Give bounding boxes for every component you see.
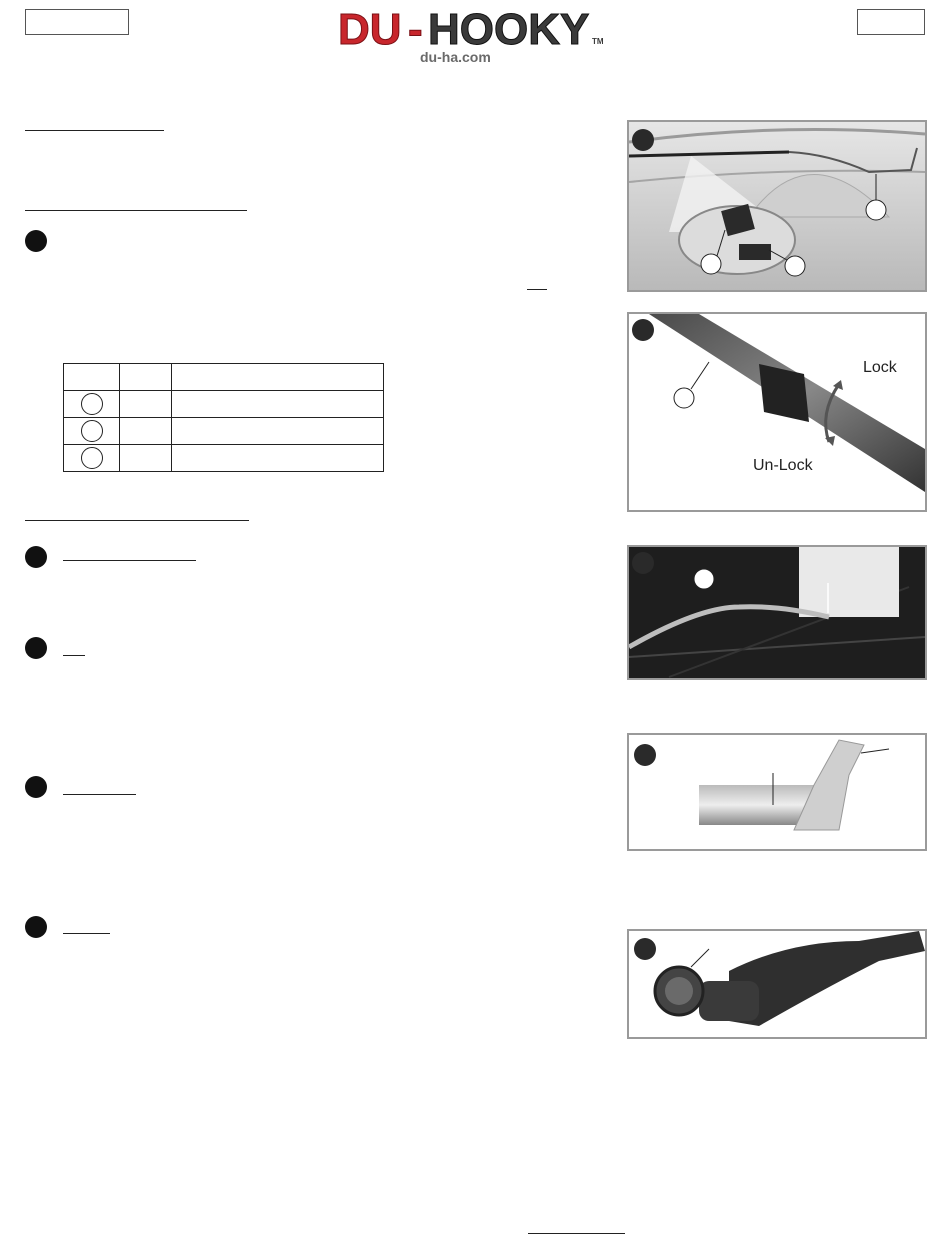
table-row [64,418,384,445]
step-bullet-4 [25,776,47,798]
brand-part-du: DU [338,5,402,54]
step-bullet-2 [25,546,47,568]
section-heading-2-underline [25,210,247,211]
brand-logo [336,4,616,68]
table-cell [120,418,172,445]
brand-dash: - [408,5,423,54]
step-heading-underline-2 [63,655,85,656]
trademark-mark: TM [592,37,604,46]
unlock-label: Un-Lock [753,457,813,474]
lock-label: Lock [863,359,897,376]
table-cell [64,364,120,391]
callout-circle [81,420,103,442]
figure-4-hook-end [627,733,927,851]
table-cell [172,364,384,391]
figure-5-cap-grip [627,929,927,1039]
step-heading-underline-3 [63,794,136,795]
table-row [64,364,384,391]
footer-underline [528,1233,625,1234]
table-cell [64,391,120,418]
table-row [64,391,384,418]
step-heading-underline-4 [63,933,110,934]
header-left-box [25,9,129,35]
figure-3-bed-bucket [627,545,927,680]
table-cell [120,445,172,472]
section-heading-1-underline [25,130,164,131]
step-bullet-1 [25,230,47,252]
website-text: du-ha.com [420,49,491,65]
table-cell [172,445,384,472]
table-cell [120,391,172,418]
inline-underline-mark [527,289,547,290]
figure-2-rod-lock [627,312,927,512]
figure-1-truck-bed [627,120,927,292]
step-heading-underline-1 [63,560,196,561]
brand-part-hooky: HOOKY [428,5,590,54]
table-cell [64,418,120,445]
table-cell [64,445,120,472]
table-cell [172,418,384,445]
step-bullet-5 [25,916,47,938]
callout-circle [81,393,103,415]
table-cell [120,364,172,391]
table-cell [172,391,384,418]
parts-table [63,363,384,472]
section-heading-3-underline [25,520,249,521]
step-bullet-3 [25,637,47,659]
header-right-box [857,9,925,35]
table-row [64,445,384,472]
callout-circle [81,447,103,469]
